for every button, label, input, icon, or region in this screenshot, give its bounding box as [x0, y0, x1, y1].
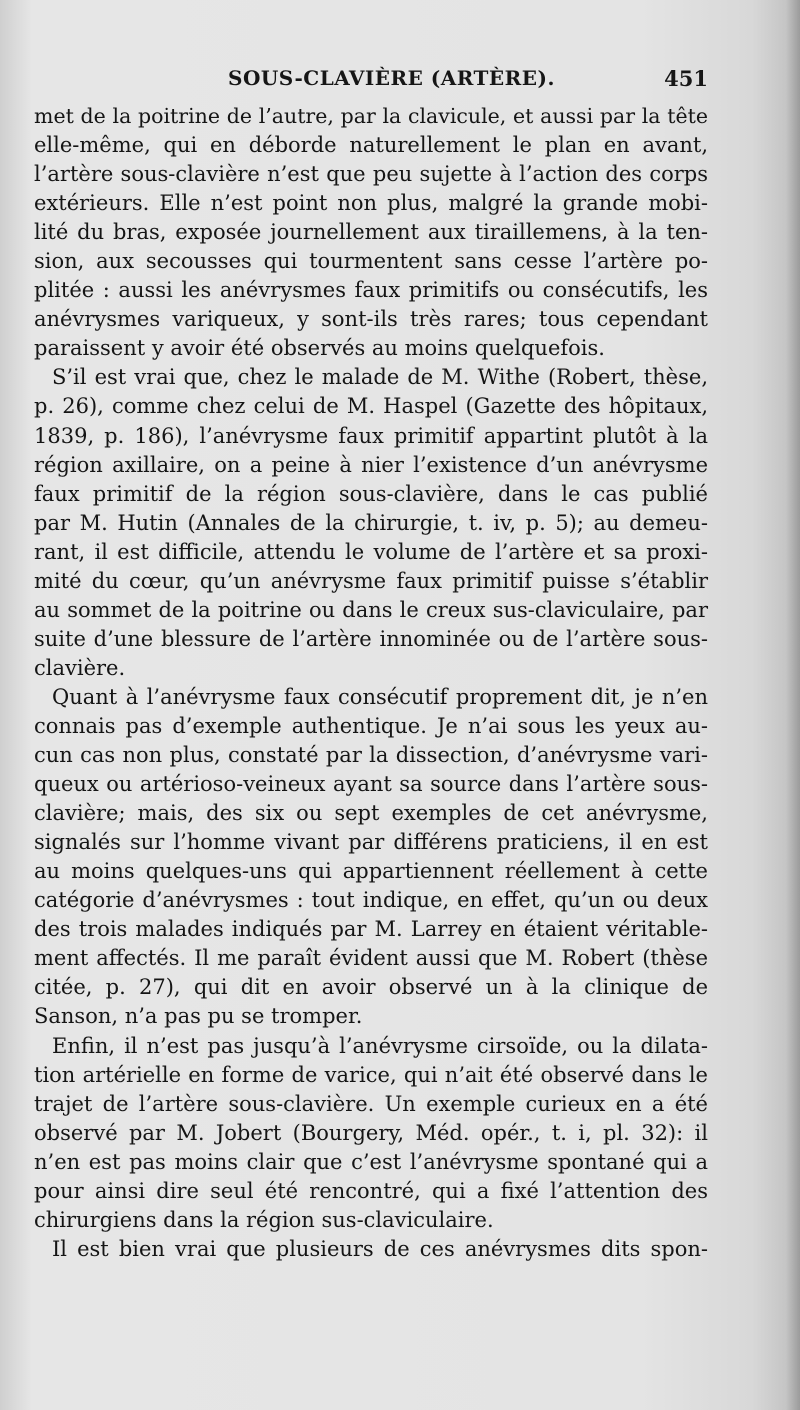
text-line: l’artère sous-clavière n’est que peu sujette à l’action des corps — [34, 162, 708, 187]
text-line: faux primitif de la région sous-clavière, dans le cas publié — [34, 481, 708, 506]
text-line: des trois malades indiqués par M. Larrey en étaient véritable- — [34, 917, 708, 942]
text-line: elle-même, qui en déborde naturellement le plan en avant, — [34, 133, 708, 158]
text-line: région axillaire, on a peine à nier l’existence d’un anévrysme — [34, 452, 708, 477]
body-text — [34, 102, 708, 1264]
text-line: Il est bien vrai que plusieurs de ces anévrysmes dits spon- — [52, 1236, 708, 1261]
text-line: ment affectés. Il me paraît évident aussi que M. Robert (thèse — [34, 946, 708, 971]
text-line: Sanson, n’a pas pu se tromper. — [34, 1004, 363, 1029]
text-line: pour ainsi dire seul été rencontré, qui a fixé l’attention des — [34, 1178, 708, 1203]
text-line: rant, il est difficile, attendu le volume de l’artère et sa proxi- — [34, 539, 708, 564]
text-line: anévrysmes variqueux, y sont-ils très rares; tous cependant — [34, 307, 708, 332]
text-line: paraissent y avoir été observés au moins quelquefois. — [34, 336, 605, 361]
text-line: n’en est pas moins clair que c’est l’anévrysme spontané qui a — [34, 1149, 708, 1174]
text-line: lité du bras, exposée journellement aux tiraillemens, à la ten- — [34, 220, 708, 245]
text-line: chirurgiens dans la région sus-claviculaire. — [34, 1207, 494, 1232]
text-line: suite d’une blessure de l’artère innominée ou de l’artère sous- — [34, 626, 708, 651]
text-line: S’il est vrai que, chez le malade de M. Withe (Robert, thèse, — [52, 365, 708, 390]
text-line: sion, aux secousses qui tourmentent sans cesse l’artère po- — [34, 249, 708, 274]
page-edge-shadow — [786, 0, 800, 1410]
text-line: clavière. — [34, 655, 126, 680]
text-line: queux ou artérioso-veineux ayant sa source dans l’artère sous- — [34, 772, 708, 797]
text-line: tion artérielle en forme de varice, qui n’ait été observé dans le — [34, 1062, 708, 1087]
text-line: par M. Hutin (Annales de la chirurgie, t. iv, p. 5); au demeu- — [34, 510, 708, 535]
text-line: au moins quelques-uns qui appartiennent réellement à cette — [34, 859, 708, 884]
text-line: extérieurs. Elle n’est point non plus, malgré la grande mobi- — [34, 191, 708, 216]
text-line: 1839, p. 186), l’anévrysme faux primitif appartint plutôt à la — [34, 423, 708, 448]
text-line: plitée : aussi les anévrysmes faux primitifs ou consécutifs, les — [34, 278, 708, 303]
text-line: citée, p. 27), qui dit en avoir observé un à la clinique de — [34, 975, 708, 1000]
text-line: au sommet de la poitrine ou dans le creux sus-claviculaire, par — [34, 597, 708, 622]
text-line: observé par M. Jobert (Bourgery, Méd. opér., t. i, pl. 32): il — [34, 1120, 708, 1145]
page-header — [30, 66, 708, 96]
text-line: Enfin, il n’est pas jusqu’à l’anévrysme cirsoïde, ou la dilata- — [52, 1033, 708, 1058]
text-line: connais pas d’exemple authentique. Je n’ai sous les yeux au- — [34, 713, 708, 738]
text-line: signalés sur l’homme vivant par différens praticiens, il en est — [34, 830, 708, 855]
running-title: SOUS-CLAVIÈRE (ARTÈRE). — [228, 66, 555, 90]
page-number: 451 — [664, 66, 708, 91]
text-line: Quant à l’anévrysme faux consécutif proprement dit, je n’en — [52, 684, 708, 709]
text-line: catégorie d’anévrysmes : tout indique, en effet, qu’un ou deux — [34, 888, 708, 913]
text-line: mité du cœur, qu’un anévrysme faux primitif puisse s’établir — [34, 568, 708, 593]
text-line: trajet de l’artère sous-clavière. Un exemple curieux en a été — [34, 1091, 708, 1116]
text-line: cun cas non plus, constaté par la dissection, d’anévrysme vari- — [34, 743, 708, 768]
text-line: p. 26), comme chez celui de M. Haspel (Gazette des hôpitaux, — [34, 394, 708, 419]
text-line: clavière; mais, des six ou sept exemples de cet anévrysme, — [34, 801, 708, 826]
text-line: met de la poitrine de l’autre, par la clavicule, et aussi par la tête — [34, 104, 708, 128]
